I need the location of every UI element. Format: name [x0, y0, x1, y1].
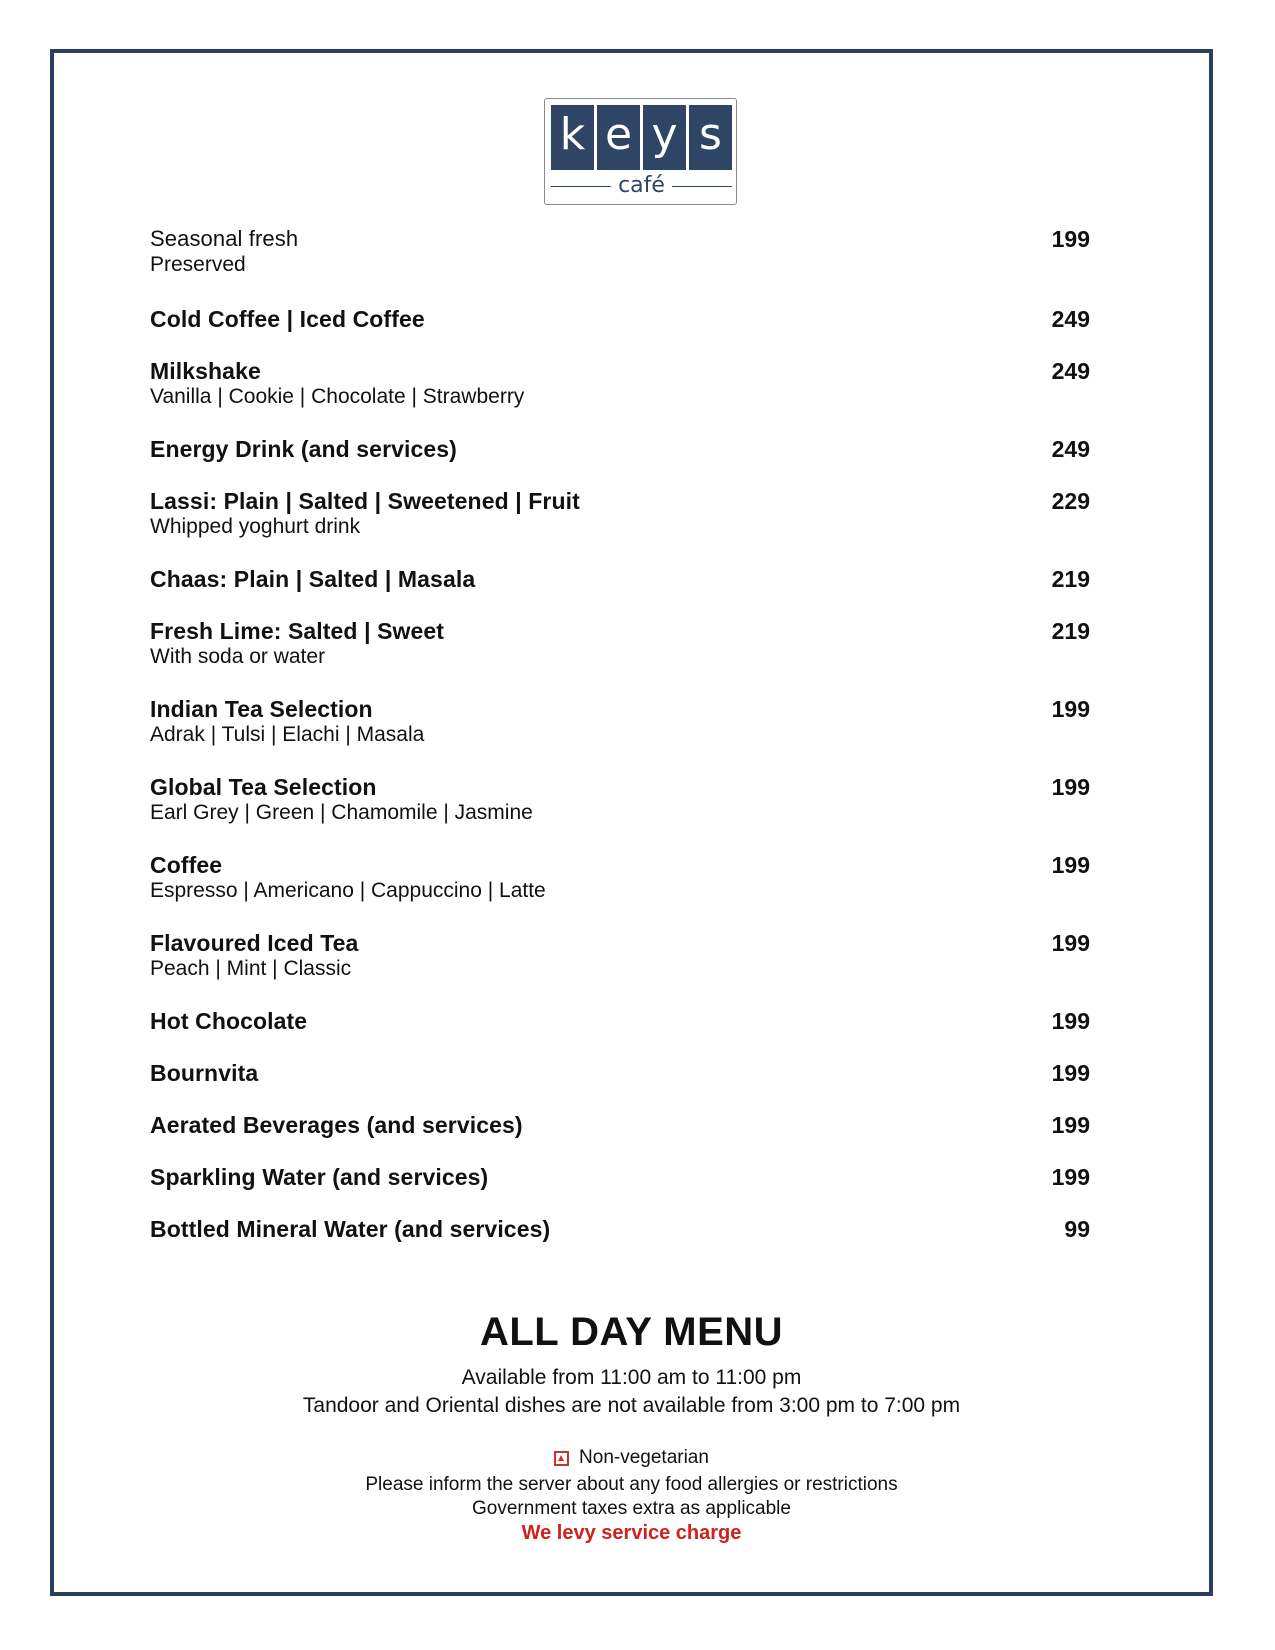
- menu-item-bournvita: [150, 1060, 1090, 1086]
- menu-item-aerated-beverages: [150, 1112, 1090, 1138]
- item-name: Energy Drink (and services): [150, 436, 457, 462]
- menu-item-hot-chocolate: [150, 1008, 1090, 1034]
- menu-item-mineral-water: [150, 1216, 1090, 1242]
- item-price: 199: [1051, 1112, 1090, 1138]
- item-price: 249: [1051, 358, 1090, 384]
- item-description: Peach | Mint | Classic: [150, 957, 352, 980]
- item-price: 219: [1051, 566, 1090, 592]
- item-price: 249: [1051, 306, 1090, 332]
- item-price: 249: [1051, 436, 1090, 462]
- item-name: Bottled Mineral Water (and services): [150, 1216, 551, 1242]
- availability-block: [50, 1364, 1213, 1420]
- item-name: Chaas: Plain | Salted | Masala: [150, 566, 476, 592]
- menu-item-milkshake: [150, 358, 1090, 410]
- item-price: 199: [1051, 1008, 1090, 1034]
- menu-item-energy-drink: [150, 436, 1090, 462]
- item-name: Coffee: [150, 852, 223, 878]
- menu-item-lassi: [150, 488, 1090, 540]
- menu-item-indian-tea: [150, 696, 1090, 748]
- notes-block: [50, 1446, 1213, 1545]
- menu-item-seasonal-fresh: [150, 226, 1090, 278]
- menu-item-sparkling-water: [150, 1164, 1090, 1190]
- logo-letters: [551, 105, 732, 170]
- item-price: 199: [1051, 852, 1090, 878]
- logo-letter-s: s: [689, 105, 732, 170]
- item-description: Earl Grey | Green | Chamomile | Jasmine: [150, 801, 533, 824]
- item-price: 199: [1051, 226, 1090, 252]
- item-price: 99: [1064, 1216, 1090, 1242]
- item-name: Hot Chocolate: [150, 1008, 308, 1034]
- availability-hours: Available from 11:00 am to 11:00 pm: [461, 1366, 802, 1389]
- item-name: Lassi: Plain | Salted | Sweetened | Fruit: [150, 488, 580, 514]
- allergy-note: Please inform the server about any food allergies or restrictions: [365, 1473, 898, 1495]
- tax-note: Government taxes extra as applicable: [472, 1497, 791, 1519]
- item-name: Flavoured Iced Tea: [150, 930, 359, 956]
- menu-item-coffee: [150, 852, 1090, 904]
- item-description: Preserved: [150, 253, 246, 276]
- item-name: Aerated Beverages (and services): [150, 1112, 523, 1138]
- item-name: Fresh Lime: Salted | Sweet: [150, 618, 445, 644]
- keys-cafe-logo: [544, 98, 737, 205]
- all-day-menu-title: ALL DAY MENU: [479, 1310, 784, 1354]
- menu-item-iced-tea: [150, 930, 1090, 982]
- item-price: 199: [1051, 696, 1090, 722]
- logo-subtitle-row: [551, 173, 732, 199]
- logo-rule-left: [551, 186, 611, 187]
- item-description: Whipped yoghurt drink: [150, 515, 361, 538]
- item-name: Sparkling Water (and services): [150, 1164, 489, 1190]
- item-name: Seasonal fresh: [150, 226, 299, 251]
- menu-item-fresh-lime: [150, 618, 1090, 670]
- item-name: Bournvita: [150, 1060, 259, 1086]
- logo-subtitle: café: [618, 173, 665, 198]
- item-description: Vanilla | Cookie | Chocolate | Strawberry: [150, 385, 525, 408]
- item-price: 199: [1051, 774, 1090, 800]
- logo-rule-right: [672, 186, 732, 187]
- logo-letter-y: y: [643, 105, 686, 170]
- item-price: 199: [1051, 1060, 1090, 1086]
- service-charge-note: We levy service charge: [521, 1521, 742, 1544]
- nonveg-icon: [554, 1451, 569, 1466]
- item-price: 199: [1051, 930, 1090, 956]
- item-price: 219: [1051, 618, 1090, 644]
- menu-item-cold-coffee: [150, 306, 1090, 332]
- item-description: With soda or water: [150, 645, 326, 668]
- item-description: Espresso | Americano | Cappuccino | Latte: [150, 879, 546, 902]
- nonveg-legend: [554, 1446, 709, 1470]
- menu-item-chaas: [150, 566, 1090, 592]
- menu-item-global-tea: [150, 774, 1090, 826]
- item-name: Indian Tea Selection: [150, 696, 373, 722]
- logo-letter-e: e: [597, 105, 640, 170]
- nonveg-label: Non-vegetarian: [579, 1447, 709, 1468]
- logo-letter-k: k: [551, 105, 594, 170]
- item-price: 229: [1051, 488, 1090, 514]
- item-name: Milkshake: [150, 358, 261, 384]
- tandoor-restriction: Tandoor and Oriental dishes are not available from 3:00 pm to 7:00 pm: [302, 1394, 961, 1417]
- item-name: Cold Coffee | Iced Coffee: [150, 306, 425, 332]
- item-name: Global Tea Selection: [150, 774, 377, 800]
- item-description: Adrak | Tulsi | Elachi | Masala: [150, 723, 425, 746]
- item-price: 199: [1051, 1164, 1090, 1190]
